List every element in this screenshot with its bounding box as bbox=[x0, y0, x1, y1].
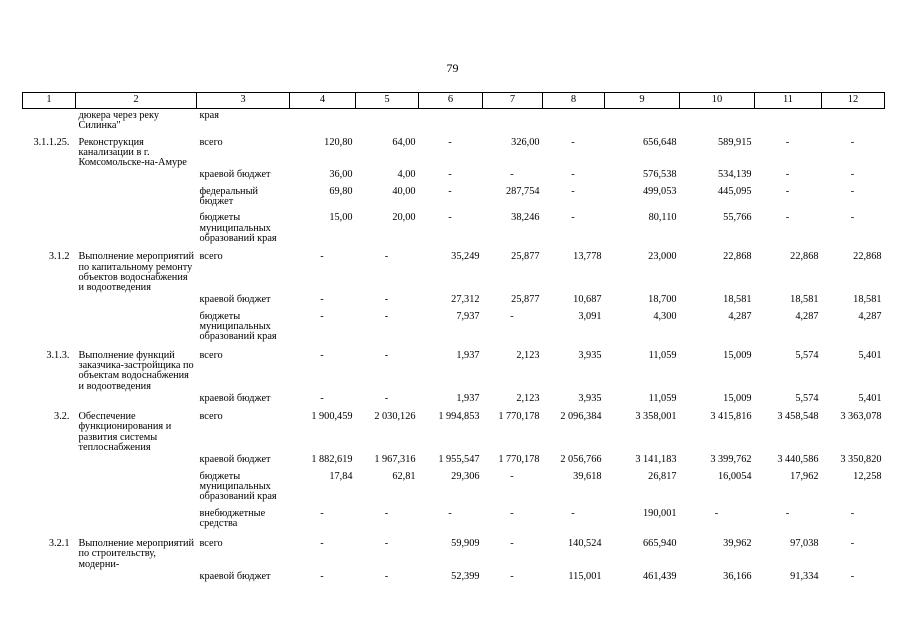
value-cell: 62,81 bbox=[392, 470, 416, 482]
row-code bbox=[23, 109, 76, 132]
value-cell: - bbox=[320, 507, 324, 519]
table-row bbox=[23, 132, 885, 169]
value-cell: 17,962 bbox=[790, 470, 819, 482]
value-cell: - bbox=[571, 507, 575, 519]
row-name bbox=[76, 503, 197, 530]
row-code bbox=[23, 570, 76, 582]
value-cell: 7,937 bbox=[456, 310, 480, 322]
value-cell: 13,778 bbox=[573, 251, 602, 263]
funding-source: краевой бюджет bbox=[199, 454, 271, 466]
value-cell: - bbox=[571, 169, 575, 181]
row-code bbox=[23, 453, 76, 465]
page-number: 79 bbox=[446, 61, 459, 75]
row-name: Выполнение функций заказчика-застройщика по объектам водоснабжения и водоотведения bbox=[78, 349, 194, 392]
value-cell: 2 096,384 bbox=[560, 411, 602, 423]
value-cell: 22,868 bbox=[853, 251, 882, 263]
value-cell bbox=[605, 109, 680, 132]
value-cell: 4,287 bbox=[795, 310, 819, 322]
value-cell: - bbox=[448, 136, 452, 148]
value-cell: 18,700 bbox=[648, 294, 677, 306]
value-cell: 36,166 bbox=[723, 570, 752, 582]
value-cell: 29,306 bbox=[451, 470, 480, 482]
value-cell: 18,581 bbox=[790, 294, 819, 306]
value-cell bbox=[822, 109, 885, 132]
table-row bbox=[23, 168, 885, 180]
value-cell: 55,766 bbox=[723, 212, 752, 224]
row-name bbox=[76, 168, 197, 180]
value-cell: 3 458,548 bbox=[777, 411, 819, 423]
value-cell: 120,80 bbox=[324, 136, 353, 148]
table-row bbox=[23, 503, 885, 530]
value-cell: - bbox=[384, 538, 389, 550]
table-row bbox=[23, 570, 885, 582]
value-cell: 665,940 bbox=[643, 538, 677, 550]
value-cell: 190,001 bbox=[643, 507, 677, 519]
value-cell: 2 056,766 bbox=[560, 454, 602, 466]
value-cell: 2 030,126 bbox=[374, 411, 416, 423]
value-cell: - bbox=[785, 136, 790, 148]
column-number: 4 bbox=[290, 93, 356, 109]
column-number: 5 bbox=[356, 93, 419, 109]
funding-source: края bbox=[199, 110, 219, 121]
value-cell: - bbox=[384, 349, 389, 361]
row-code bbox=[23, 503, 76, 530]
value-cell: 16,0054 bbox=[718, 470, 752, 482]
value-cell: - bbox=[510, 470, 514, 482]
row-code bbox=[23, 181, 76, 208]
value-cell: 461,439 bbox=[643, 570, 677, 582]
value-cell: - bbox=[785, 507, 790, 519]
value-cell bbox=[543, 109, 605, 132]
value-cell: 3,935 bbox=[578, 392, 602, 404]
value-cell: - bbox=[571, 185, 575, 197]
value-cell: 534,139 bbox=[718, 169, 752, 181]
row-code bbox=[23, 293, 76, 305]
value-cell: 15,009 bbox=[723, 392, 752, 404]
row-name: Реконструкция канализации в г. Комсомольске-на-Амуре bbox=[78, 136, 187, 169]
value-cell: - bbox=[448, 185, 452, 197]
value-cell: 52,399 bbox=[451, 570, 480, 582]
value-cell: - bbox=[384, 251, 389, 263]
value-cell bbox=[419, 109, 483, 132]
table-row bbox=[23, 529, 885, 570]
column-number: 12 bbox=[822, 93, 885, 109]
value-cell: 11,059 bbox=[648, 392, 677, 404]
value-cell: - bbox=[320, 251, 324, 263]
value-cell: - bbox=[384, 392, 389, 404]
value-cell: 3 141,183 bbox=[635, 454, 677, 466]
row-code: 3.1.2 bbox=[48, 251, 70, 263]
funding-source: бюджеты муниципальных образований края bbox=[199, 470, 277, 503]
value-cell: 1,937 bbox=[456, 392, 480, 404]
column-number: 9 bbox=[605, 93, 680, 109]
table-row bbox=[23, 244, 885, 293]
value-cell: 4,287 bbox=[728, 310, 752, 322]
value-cell: 140,524 bbox=[568, 538, 602, 550]
column-number-row bbox=[23, 93, 885, 109]
table-row bbox=[23, 466, 885, 503]
row-code: 3.2. bbox=[54, 411, 70, 423]
value-cell: 5,401 bbox=[858, 392, 882, 404]
value-cell: 27,312 bbox=[451, 294, 480, 306]
value-cell: - bbox=[510, 507, 514, 519]
value-cell: - bbox=[510, 570, 514, 582]
value-cell: 2,123 bbox=[516, 349, 540, 361]
funding-source: внебюджетные средства bbox=[199, 507, 266, 529]
value-cell: 18,581 bbox=[723, 294, 752, 306]
row-name bbox=[76, 207, 197, 244]
value-cell: 656,648 bbox=[643, 136, 677, 148]
value-cell: - bbox=[510, 310, 514, 322]
value-cell: 97,038 bbox=[790, 538, 819, 550]
table-row bbox=[23, 181, 885, 208]
funding-source: бюджеты муниципальных образований края bbox=[199, 310, 277, 343]
value-cell: 3 358,001 bbox=[635, 411, 677, 423]
funding-source: всего bbox=[199, 411, 223, 423]
value-cell: - bbox=[785, 212, 790, 224]
table-row bbox=[23, 293, 885, 305]
value-cell: 5,574 bbox=[795, 392, 819, 404]
value-cell: - bbox=[320, 310, 324, 322]
value-cell: 1,937 bbox=[456, 349, 480, 361]
value-cell: 17,84 bbox=[329, 470, 353, 482]
value-cell: 15,009 bbox=[723, 349, 752, 361]
funding-source: краевой бюджет bbox=[199, 392, 271, 404]
value-cell: 499,053 bbox=[643, 185, 677, 197]
value-cell: 26,817 bbox=[648, 470, 677, 482]
value-cell: 5,574 bbox=[795, 349, 819, 361]
value-cell: 1 882,619 bbox=[311, 454, 353, 466]
value-cell: 4,00 bbox=[397, 169, 416, 181]
value-cell bbox=[483, 109, 543, 132]
table-row bbox=[23, 343, 885, 392]
row-name bbox=[76, 181, 197, 208]
value-cell: 39,618 bbox=[573, 470, 602, 482]
value-cell: - bbox=[714, 507, 719, 519]
value-cell: 11,059 bbox=[648, 349, 677, 361]
value-cell: - bbox=[571, 136, 575, 148]
value-cell: - bbox=[320, 349, 324, 361]
value-cell: - bbox=[320, 392, 324, 404]
value-cell: - bbox=[510, 538, 514, 550]
column-number: 2 bbox=[76, 93, 197, 109]
table-row bbox=[23, 109, 885, 132]
value-cell: 3 350,820 bbox=[840, 454, 882, 466]
row-name bbox=[76, 293, 197, 305]
value-cell: 445,095 bbox=[718, 185, 752, 197]
funding-source: краевой бюджет bbox=[199, 169, 271, 181]
value-cell: 12,258 bbox=[853, 470, 882, 482]
value-cell: 576,538 bbox=[643, 169, 677, 181]
value-cell: 589,915 bbox=[718, 136, 752, 148]
row-name bbox=[76, 306, 197, 343]
row-code bbox=[23, 207, 76, 244]
funding-source: всего bbox=[199, 136, 223, 148]
value-cell: 64,00 bbox=[392, 136, 416, 148]
value-cell: - bbox=[384, 294, 389, 306]
value-cell: 3 399,762 bbox=[710, 454, 752, 466]
row-name: Выполнение мероприятий по капитальному ремонту объектов водоснабжения и водоотведения bbox=[78, 251, 195, 294]
value-cell: 4,300 bbox=[653, 310, 677, 322]
value-cell: - bbox=[850, 185, 855, 197]
column-number: 3 bbox=[197, 93, 290, 109]
table-row bbox=[23, 306, 885, 343]
funding-source: всего bbox=[199, 538, 223, 550]
value-cell: 91,334 bbox=[790, 570, 819, 582]
column-number: 8 bbox=[543, 93, 605, 109]
column-number: 1 bbox=[23, 93, 76, 109]
value-cell: - bbox=[850, 169, 855, 181]
row-name bbox=[76, 466, 197, 503]
value-cell: 1 955,547 bbox=[438, 454, 480, 466]
value-cell: 18,581 bbox=[853, 294, 882, 306]
value-cell bbox=[755, 109, 822, 132]
value-cell: 326,00 bbox=[511, 136, 540, 148]
value-cell: - bbox=[320, 294, 324, 306]
table-row bbox=[23, 453, 885, 465]
value-cell: 3,091 bbox=[578, 310, 602, 322]
row-code bbox=[23, 392, 76, 404]
row-code bbox=[23, 466, 76, 503]
row-name bbox=[76, 392, 197, 404]
value-cell: 2,123 bbox=[516, 392, 540, 404]
value-cell: 3 363,078 bbox=[840, 411, 882, 423]
funding-source: краевой бюджет bbox=[199, 294, 271, 306]
value-cell: 40,00 bbox=[392, 185, 416, 197]
funding-source: краевой бюджет bbox=[199, 570, 271, 582]
value-cell: 38,246 bbox=[511, 212, 540, 224]
value-cell: 35,249 bbox=[451, 251, 480, 263]
value-cell: - bbox=[320, 570, 324, 582]
value-cell: - bbox=[448, 212, 452, 224]
value-cell: - bbox=[850, 507, 855, 519]
value-cell: 25,877 bbox=[511, 251, 540, 263]
value-cell: - bbox=[850, 538, 855, 550]
value-cell bbox=[290, 109, 356, 132]
value-cell: 3 415,816 bbox=[710, 411, 752, 423]
column-number: 11 bbox=[755, 93, 822, 109]
value-cell: - bbox=[785, 169, 790, 181]
value-cell: 59,909 bbox=[451, 538, 480, 550]
row-code: 3.1.3. bbox=[46, 349, 70, 361]
row-name bbox=[76, 453, 197, 465]
funding-source: федеральный бюджет bbox=[199, 185, 258, 208]
value-cell: - bbox=[448, 169, 452, 181]
row-name: Обеспечение функционирования и развития системы теплоснабжения bbox=[78, 411, 172, 454]
row-code: 3.2.1 bbox=[48, 538, 70, 550]
value-cell: - bbox=[510, 169, 514, 181]
value-cell: - bbox=[850, 570, 855, 582]
value-cell: 5,401 bbox=[858, 349, 882, 361]
row-name: Выполнение мероприятий по строительству, модерни- bbox=[78, 538, 195, 570]
row-code: 3.1.1.25. bbox=[33, 136, 70, 148]
value-cell: - bbox=[850, 212, 855, 224]
value-cell: 115,001 bbox=[568, 570, 602, 582]
value-cell: 25,877 bbox=[511, 294, 540, 306]
value-cell bbox=[680, 109, 755, 132]
value-cell: - bbox=[384, 507, 389, 519]
value-cell: 22,868 bbox=[723, 251, 752, 263]
funding-source: всего bbox=[199, 251, 223, 263]
value-cell: 1 770,178 bbox=[498, 454, 540, 466]
value-cell: 39,962 bbox=[723, 538, 752, 550]
value-cell: 23,000 bbox=[648, 251, 677, 263]
value-cell: 20,00 bbox=[392, 212, 416, 224]
budget-table bbox=[22, 92, 885, 582]
value-cell: 1 900,459 bbox=[311, 411, 353, 423]
value-cell: 1 770,178 bbox=[498, 411, 540, 423]
table-row bbox=[23, 207, 885, 244]
value-cell: 287,754 bbox=[506, 185, 540, 197]
value-cell bbox=[356, 109, 419, 132]
column-number: 7 bbox=[483, 93, 543, 109]
value-cell: 36,00 bbox=[329, 169, 353, 181]
value-cell: 15,00 bbox=[329, 212, 353, 224]
value-cell: - bbox=[785, 185, 790, 197]
funding-source: всего bbox=[199, 349, 223, 361]
value-cell: 3 440,586 bbox=[777, 454, 819, 466]
value-cell: - bbox=[571, 212, 575, 224]
value-cell: 3,935 bbox=[578, 349, 602, 361]
column-number: 10 bbox=[680, 93, 755, 109]
funding-source: бюджеты муниципальных образований края bbox=[199, 212, 277, 244]
row-name bbox=[76, 570, 197, 582]
value-cell: - bbox=[448, 507, 452, 519]
table-row bbox=[23, 404, 885, 453]
value-cell: 4,287 bbox=[858, 310, 882, 322]
value-cell: 10,687 bbox=[573, 294, 602, 306]
value-cell: - bbox=[850, 136, 855, 148]
row-name: дюкера через реку Силинка" bbox=[78, 110, 159, 132]
value-cell: - bbox=[384, 310, 389, 322]
value-cell: 22,868 bbox=[790, 251, 819, 263]
value-cell: 1 967,316 bbox=[374, 454, 416, 466]
value-cell: 69,80 bbox=[329, 185, 353, 197]
row-code bbox=[23, 306, 76, 343]
value-cell: - bbox=[320, 538, 324, 550]
value-cell: - bbox=[384, 570, 389, 582]
column-number: 6 bbox=[419, 93, 483, 109]
table-row bbox=[23, 392, 885, 404]
value-cell: 1 994,853 bbox=[438, 411, 480, 423]
value-cell: 80,110 bbox=[648, 212, 677, 224]
row-code bbox=[23, 168, 76, 180]
